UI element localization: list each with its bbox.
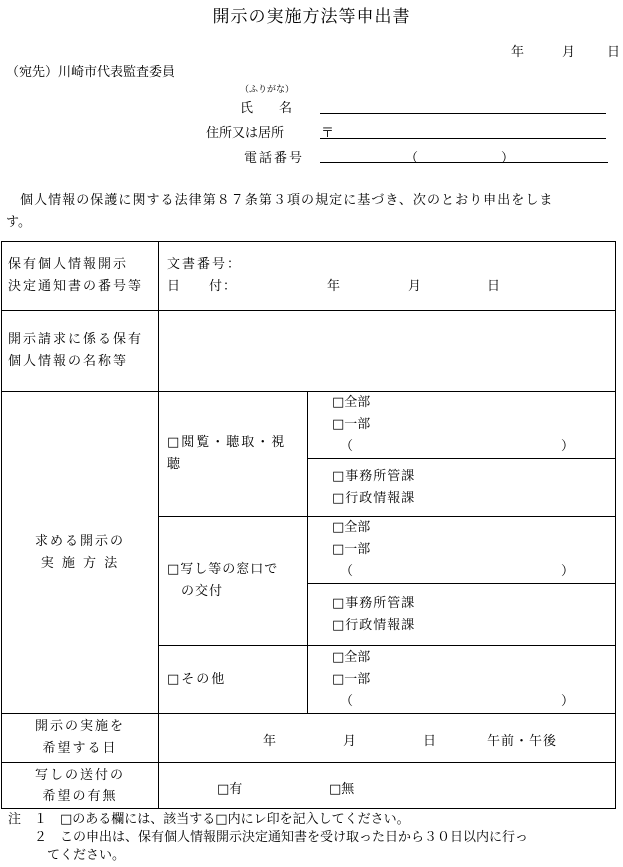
place-admin-checkbox[interactable]: □行政情報課 bbox=[332, 617, 416, 633]
method-label-cell bbox=[2, 392, 159, 714]
notice-date-label: 日 付： bbox=[167, 279, 238, 294]
phone-paren: （ ） bbox=[405, 151, 518, 166]
method-copy-cell[interactable] bbox=[159, 517, 308, 646]
intro-text-line2: す。 bbox=[6, 215, 31, 230]
notice-number-label-line1: 保有個人情報開示 bbox=[8, 257, 129, 272]
note-1: 注 １ □のある欄には、該当する□内にレ印を記入してください。 bbox=[8, 812, 410, 827]
name-field[interactable] bbox=[320, 113, 606, 114]
furigana-label: （ふりがな） bbox=[240, 85, 295, 95]
mailing-value-cell[interactable] bbox=[159, 763, 616, 809]
desired-date-value-cell[interactable] bbox=[159, 714, 616, 763]
desired-date-label-line2: 希望する日 bbox=[42, 741, 118, 756]
mailing-label-line2: 希望の有無 bbox=[42, 788, 118, 804]
method-copy-scope-cell[interactable] bbox=[308, 517, 616, 584]
method-view-place-cell[interactable] bbox=[308, 459, 616, 517]
place-office-checkbox[interactable]: □事務所管課 bbox=[332, 595, 416, 611]
info-name-value-cell[interactable] bbox=[159, 311, 616, 392]
address-label: 住所又は居所 bbox=[206, 126, 285, 141]
info-name-label-line1: 開示請求に係る保有 bbox=[8, 332, 144, 347]
method-other-cell[interactable] bbox=[159, 646, 308, 714]
request-form-table bbox=[1, 241, 616, 809]
document-number-label: 文書番号： bbox=[167, 257, 243, 272]
notice-year-label: 年 bbox=[327, 279, 341, 294]
scope-all-checkbox[interactable]: □全部 bbox=[332, 649, 371, 665]
notice-number-label-line2: 決定通知書の番号等 bbox=[8, 279, 144, 294]
scope-all-checkbox[interactable]: □全部 bbox=[332, 395, 371, 410]
method-view-cell[interactable] bbox=[159, 392, 308, 517]
notice-day-label: 日 bbox=[487, 279, 501, 294]
mailing-label-cell bbox=[2, 763, 159, 809]
scope-part-paren: （ ） bbox=[340, 439, 575, 454]
scope-all-checkbox[interactable]: □全部 bbox=[332, 520, 371, 535]
method-other-scope-cell[interactable] bbox=[308, 646, 616, 714]
address-field[interactable] bbox=[320, 138, 606, 139]
place-admin-checkbox[interactable]: □行政情報課 bbox=[332, 490, 416, 506]
method-label-line1: 求める開示の bbox=[34, 533, 125, 549]
method-copy-line2: の交付 bbox=[167, 584, 224, 599]
scope-part-paren: （ ） bbox=[340, 693, 575, 709]
method-other-line1: □その他 bbox=[167, 671, 227, 687]
desired-year-label: 年 bbox=[263, 734, 277, 749]
postal-mark: 〒 bbox=[321, 126, 335, 141]
method-copy-line1: □写し等の窓口で bbox=[167, 562, 279, 577]
date-year-label: 年 bbox=[511, 45, 525, 60]
note-2-line2: てください。 bbox=[8, 848, 126, 863]
note-2-line1: ２ この申出は、保有個人情報開示決定通知書を受け取った日から３０日以内に行っ bbox=[8, 830, 529, 845]
name-label: 氏 名 bbox=[240, 101, 293, 116]
notice-number-value-cell[interactable] bbox=[159, 242, 616, 311]
scope-part-checkbox[interactable]: □一部 bbox=[332, 542, 371, 557]
notice-number-label-cell bbox=[2, 242, 159, 311]
method-label-line2: 実 施 方 法 bbox=[40, 555, 120, 571]
mailing-label-line1: 写しの送付の bbox=[34, 767, 125, 783]
phone-field[interactable] bbox=[320, 162, 608, 163]
date-month-label: 月 bbox=[562, 45, 576, 60]
desired-month-label: 月 bbox=[343, 734, 357, 749]
scope-part-paren: （ ） bbox=[340, 564, 575, 579]
notes bbox=[8, 811, 528, 865]
scope-part-checkbox[interactable]: □一部 bbox=[332, 417, 371, 432]
method-view-scope-cell[interactable] bbox=[308, 392, 616, 459]
method-view-line1: □閲覧・聴取・視 bbox=[167, 435, 287, 450]
place-office-checkbox[interactable]: □事務所管課 bbox=[332, 468, 416, 484]
intro-text-line1: 個人情報の保護に関する法律第８７条第３項の規定に基づき、次のとおり申出をしま bbox=[6, 193, 554, 208]
date-day-label: 日 bbox=[607, 45, 621, 60]
notice-month-label: 月 bbox=[408, 279, 422, 294]
page-title: 開示の実施方法等申出書 bbox=[212, 7, 411, 27]
addressee: （宛先）川崎市代表監査委員 bbox=[6, 65, 176, 80]
info-name-label-line2: 個人情報の名称等 bbox=[8, 354, 129, 369]
method-view-line2: 聴 bbox=[167, 457, 183, 472]
mailing-yes-checkbox[interactable]: □有 bbox=[217, 782, 243, 797]
desired-date-label-line1: 開示の実施を bbox=[34, 719, 125, 734]
am-pm-option[interactable]: 午前・午後 bbox=[487, 734, 558, 749]
scope-part-checkbox[interactable]: □一部 bbox=[332, 671, 371, 687]
phone-label: 電話番号 bbox=[244, 151, 305, 166]
method-copy-place-cell[interactable] bbox=[308, 584, 616, 646]
desired-day-label: 日 bbox=[423, 734, 437, 749]
mailing-no-checkbox[interactable]: □無 bbox=[329, 782, 355, 797]
info-name-label-cell bbox=[2, 311, 159, 392]
desired-date-label-cell bbox=[2, 714, 159, 763]
